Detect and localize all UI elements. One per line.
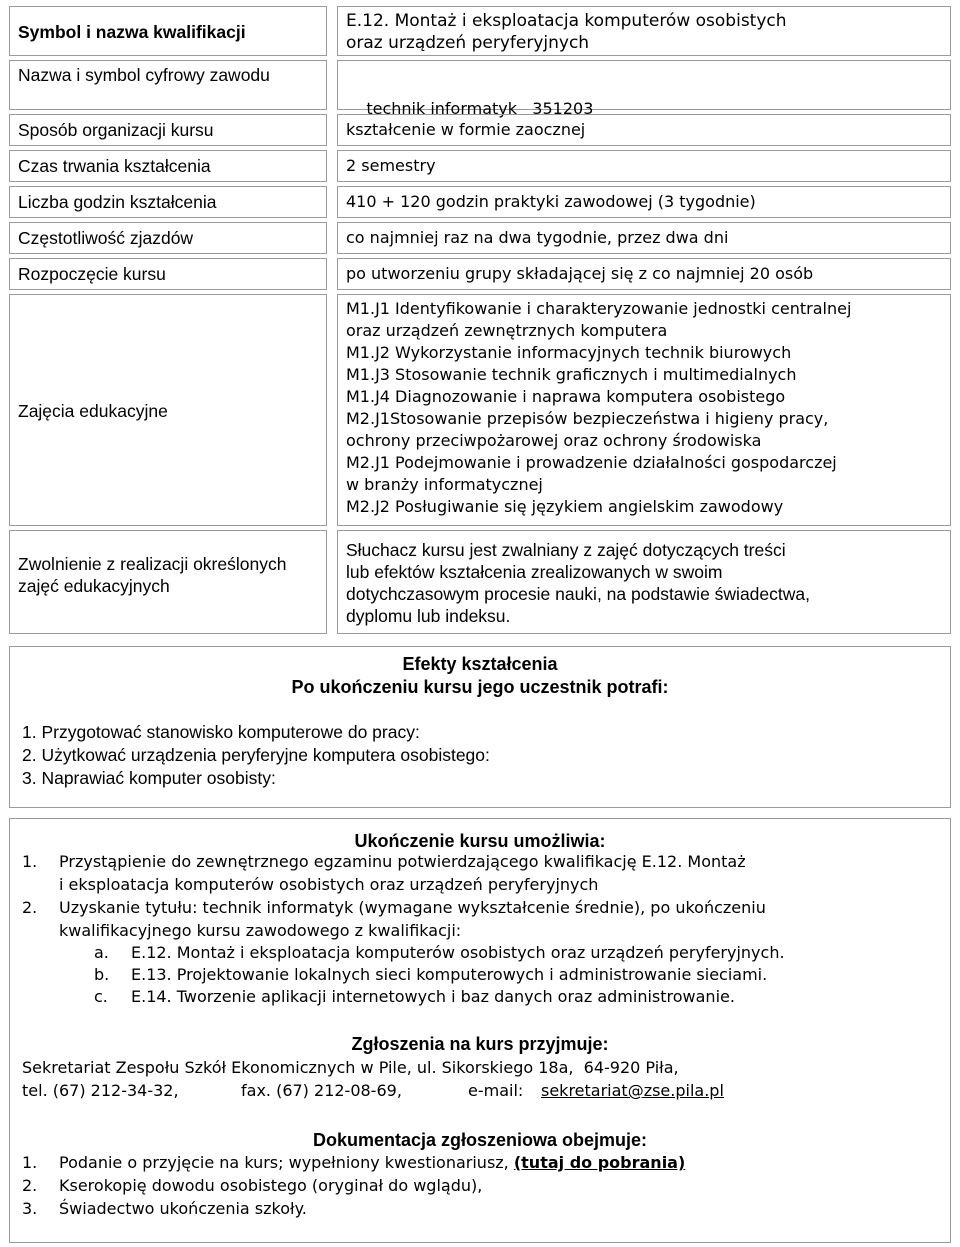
label-nazwa-zawodu: Nazwa i symbol cyfrowy zawodu bbox=[9, 60, 327, 110]
dokumentacja-number: 3. bbox=[22, 1199, 38, 1218]
zgloszenia-tel: tel. (67) 212-34-32, bbox=[22, 1081, 179, 1100]
ukonczenie-item-number: 1. bbox=[22, 852, 38, 871]
label-zwolnienie: Zwolnienie z realizacji określonych zajęć edukacyjnych bbox=[9, 530, 327, 634]
value-zwolnienie: Słuchacz kursu jest zwalniany z zajęć dotyczących treści lub efektów kształcenia zrealizowanych w swoim dotychczasowym procesie nauki, na podstawie świadectwa, dyplomu lub indeksu. bbox=[337, 530, 951, 634]
value-czas-trwania: 2 semestry bbox=[337, 150, 951, 182]
value-nazwa-zawodu: technik informatyk 351203 bbox=[337, 60, 951, 110]
zgloszenia-fax: fax. (67) 212-08-69, bbox=[241, 1081, 402, 1100]
zgloszenia-address: Sekretariat Zespołu Szkół Ekonomicznych w Pile, ul. Sikorskiego 18a, 64-920 Piła, bbox=[22, 1058, 679, 1077]
label-zajecia: Zajęcia edukacyjne bbox=[9, 294, 327, 526]
label-symbol-nazwa: Symbol i nazwa kwalifikacji bbox=[9, 6, 327, 56]
kwalifikacja-letter: a. bbox=[94, 943, 109, 962]
download-link[interactable]: (tutaj do pobrania) bbox=[513, 1153, 686, 1172]
dokumentacja-number: 1. bbox=[22, 1153, 38, 1172]
label-czas-trwania: Czas trwania kształcenia bbox=[9, 150, 327, 182]
value-liczba-godzin: 410 + 120 godzin praktyki zawodowej (3 tygodnie) bbox=[337, 186, 951, 218]
kwalifikacja-letter: b. bbox=[94, 965, 110, 984]
efekty-box bbox=[9, 646, 951, 808]
value-zajecia: M1.J1 Identyfikowanie i charakteryzowanie jednostki centralnej oraz urządzeń zewnętrznych komputera M1.J2 Wykorzystanie informacyjnych technik biurowych M1.J3 Stosowanie technik graficznych i multimedialnych M1.J4 Diagnozowanie i naprawa komputera osobistego M2.J1Stosowanie przepisów bezpieczeństwa i higieny pracy, ochrony przeciwpożarowej oraz ochrony środowiska M2.J1 Podejmowanie i prowadzenie działalności gospodarczej w branży informatycznej M2.J2 Posługiwanie się językiem angielskim zawodowy bbox=[337, 294, 951, 526]
value-symbol-nazwa: E.12. Montaż i eksploatacja komputerów osobistych oraz urządzeń peryferyjnych bbox=[337, 6, 951, 56]
label-liczba-godzin: Liczba godzin kształcenia bbox=[9, 186, 327, 218]
value-czestotliwosc: co najmniej raz na dwa tygodnie, przez dwa dni bbox=[337, 222, 951, 254]
info-box bbox=[9, 818, 951, 1243]
value-rozpoczecie: po utworzeniu grupy składającej się z co najmniej 20 osób bbox=[337, 258, 951, 290]
kwalifikacja-text: E.13. Projektowanie lokalnych sieci komputerowych i administrowanie sieciami. bbox=[131, 965, 768, 984]
dokumentacja-text: Podanie o przyjęcie na kurs; wypełniony kwestionariusz, bbox=[59, 1153, 514, 1172]
label-sposob-organizacji: Sposób organizacji kursu bbox=[9, 114, 327, 146]
kwalifikacja-text: E.14. Tworzenie aplikacji internetowych i baz danych oraz administrowanie. bbox=[131, 987, 735, 1006]
efekty-heading: Efekty kształcenia bbox=[402, 654, 558, 674]
dokumentacja-heading: Dokumentacja zgłoszeniowa obejmuje: bbox=[312, 1130, 648, 1150]
kwalifikacja-letter: c. bbox=[94, 987, 108, 1006]
ukonczenie-heading: Ukończenie kursu umożliwia: bbox=[354, 831, 606, 851]
ukonczenie-item-line: i eksploatacja komputerów osobistych oraz urządzeń peryferyjnych bbox=[59, 875, 599, 894]
label-rozpoczecie: Rozpoczęcie kursu bbox=[9, 258, 327, 290]
dokumentacja-item: Świadectwo ukończenia szkoły. bbox=[59, 1199, 307, 1218]
dokumentacja-item: Kserokopię dowodu osobistego (oryginał do wglądu), bbox=[59, 1176, 483, 1195]
value-sposob-organizacji: kształcenie w formie zaocznej bbox=[337, 114, 951, 146]
dokumentacja-item bbox=[59, 1152, 685, 1174]
dokumentacja-number: 2. bbox=[22, 1176, 38, 1195]
ukonczenie-item-line: Uzyskanie tytułu: technik informatyk (wymagane wykształcenie średnie), po ukończeniu bbox=[59, 898, 766, 917]
zgloszenia-heading: Zgłoszenia na kurs przyjmuje: bbox=[351, 1034, 609, 1054]
email-link[interactable]: sekretariat@zse.pila.pl bbox=[541, 1081, 724, 1100]
efekty-item: 1. Przygotować stanowisko komputerowe do pracy: bbox=[22, 722, 420, 742]
efekty-item: 3. Naprawiać komputer osobisty: bbox=[22, 768, 276, 788]
label-czestotliwosc: Częstotliwość zjazdów bbox=[9, 222, 327, 254]
efekty-subheading: Po ukończeniu kursu jego uczestnik potrafi: bbox=[291, 677, 669, 697]
efekty-item: 2. Użytkować urządzenia peryferyjne komputera osobistego: bbox=[22, 745, 490, 765]
ukonczenie-item-line: kwalifikacyjnego kursu zawodowego z kwalifikacji: bbox=[59, 921, 462, 940]
zgloszenia-email-label: e-mail: bbox=[468, 1081, 524, 1100]
kwalifikacja-text: E.12. Montaż i eksploatacja komputerów osobistych oraz urządzeń peryferyjnych. bbox=[131, 943, 785, 962]
ukonczenie-item-line: Przystąpienie do zewnętrznego egzaminu potwierdzającego kwalifikację E.12. Montaż bbox=[59, 852, 746, 871]
ukonczenie-item-number: 2. bbox=[22, 898, 38, 917]
